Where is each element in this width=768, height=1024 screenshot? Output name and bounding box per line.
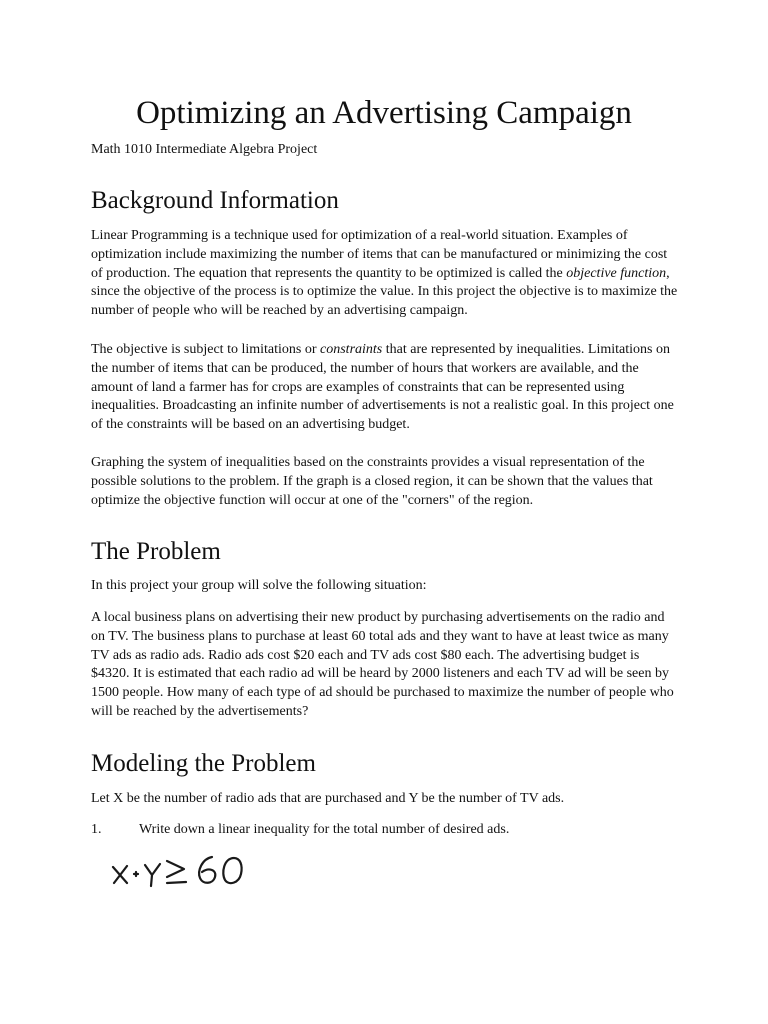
modeling-paragraph-1: Let X be the number of radio ads that are purchased and Y be the number of TV ads. [91, 791, 565, 806]
section-heading-background: Background Information [91, 187, 339, 214]
handwritten-plus [134, 872, 138, 876]
problem-paragraph-2: A local business plans on advertising their new product by purchasing advertisements on the radio and on TV. The business plans to purchase at least 60 total ads and they want to have at least twice as many TV ads as radio ads. Radio ads cost $20 each and TV ads cost $80 each. The advertising budget is $4320. It is estimated that each radio ad will be heard by 2000 listeners and each TV ad will be seen by 1500 people. How many of each type of ad should be purchased to maximize the number of people who will be reached by the advertisements? [91, 610, 674, 719]
handwritten-geq [167, 861, 186, 883]
handwritten-0 [223, 858, 241, 883]
background-paragraph-3: Graphing the system of inequalities based on the constraints provides a visual representation of the possible solutions to the problem. If the graph is a closed region, it can be shown that the values that optimize the objective function will occur at one of the "corners" of the region. [91, 455, 653, 508]
question-text: Write down a linear inequality for the total number of desired ads. [139, 822, 510, 837]
question-number: 1. [91, 822, 102, 837]
handwritten-y [145, 864, 160, 886]
handwritten-answer [105, 845, 265, 890]
objective-function-term: objective function [566, 265, 667, 281]
problem-paragraph-1: In this project your group will solve the following situation: [91, 578, 427, 593]
background-paragraph-2 [91, 341, 681, 435]
section-heading-modeling: Modeling the Problem [91, 750, 316, 777]
background-p1-text-before: Linear Programming is a technique used for optimization of a real-world situation. Examples of optimization include maximizing the number of items that can be manufactured or minimizing the cost of production. The equation that represents the quantity to be optimized is called the [91, 228, 668, 281]
document-title: Optimizing an Advertising Campaign [136, 95, 632, 131]
handwritten-x [113, 866, 127, 883]
background-p2-text-after: that are represented by inequalities. Limitations on the number of items that can be produced, the number of hours that workers are available, and the amount of land a farmer has for crops are examples of constraints that can be represented using inequalities. Broadcasting an infinite number of advertisements is not a realistic goal. In this project one of the constraints will be based on an advertising budget. [91, 342, 674, 433]
section-heading-problem: The Problem [91, 538, 221, 565]
background-p1-text-after: , since the objective of the process is to optimize the value. In this project the objective is to maximize the number of people who will be reached by an advertising campaign. [91, 265, 678, 319]
constraints-term: constraints [320, 342, 383, 357]
background-p2-text-before: The objective is subject to limitations or [91, 342, 321, 357]
document-subtitle: Math 1010 Intermediate Algebra Project [91, 142, 318, 157]
handwritten-6 [199, 857, 215, 883]
background-paragraph-1 [91, 227, 681, 321]
